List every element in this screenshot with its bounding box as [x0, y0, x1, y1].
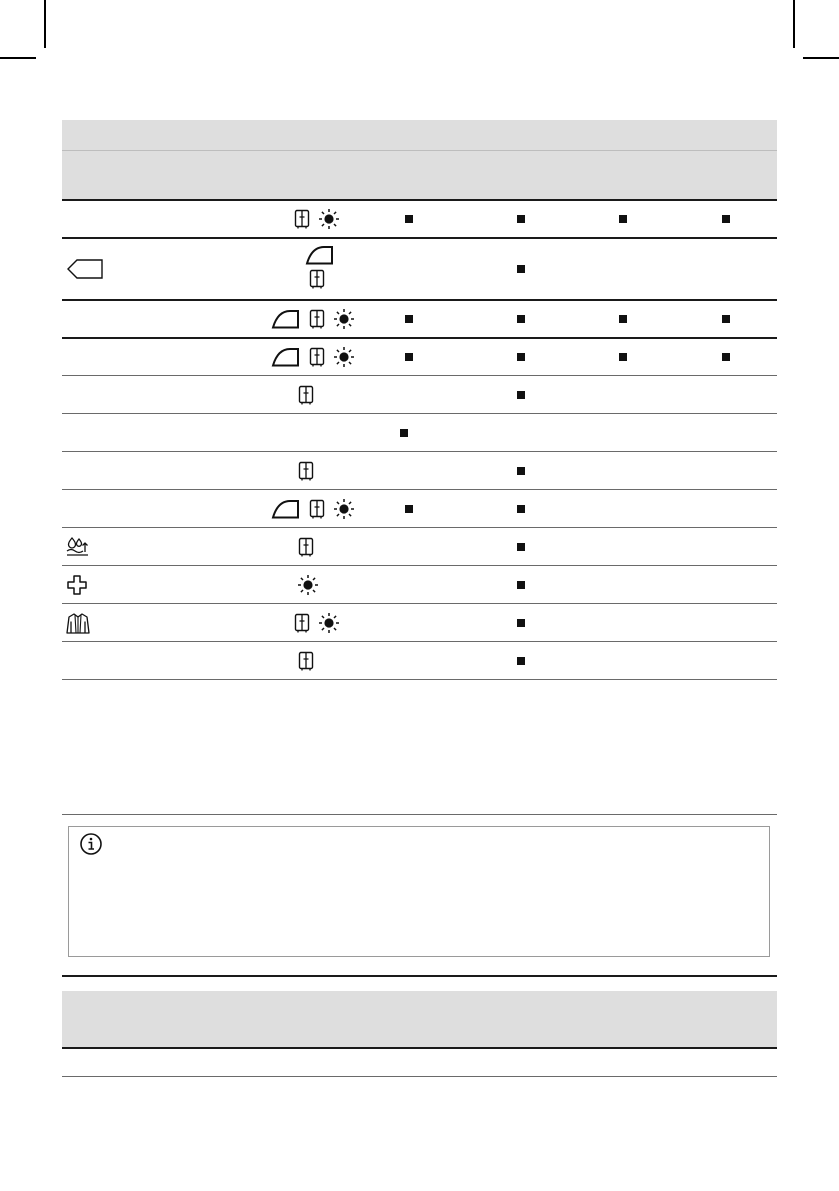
- iron-dry-icon: [271, 309, 301, 329]
- cupboard-dry-icon: [294, 613, 310, 633]
- availability-mark: [517, 619, 525, 627]
- availability-mark: [619, 215, 627, 223]
- availability-mark: [517, 505, 525, 513]
- table-row: [62, 300, 777, 338]
- availability-mark: [517, 315, 525, 323]
- bottom-table-header: [62, 991, 777, 1047]
- bottom-table-top-rule: [62, 975, 777, 977]
- availability-mark: [517, 353, 525, 361]
- availability-mark: [400, 429, 408, 437]
- table-row: [62, 376, 777, 414]
- hygiene-cross-icon: [66, 574, 88, 596]
- availability-mark: [722, 315, 730, 323]
- info-top-rule: [62, 814, 777, 815]
- availability-mark: [517, 391, 525, 399]
- extra-dry-icon: [333, 308, 355, 330]
- cupboard-dry-icon: [309, 347, 325, 367]
- crop-mark-right-vertical: [793, 0, 795, 48]
- table-row: [62, 604, 777, 642]
- steam-refresh-icon: [66, 536, 90, 558]
- availability-mark: [722, 215, 730, 223]
- table-row: [62, 528, 777, 566]
- table-row: [62, 490, 777, 528]
- table-row: [62, 642, 777, 680]
- cupboard-dry-icon: [309, 269, 325, 289]
- cupboard-dry-icon: [298, 651, 314, 671]
- availability-mark: [722, 353, 730, 361]
- bottom-table: [62, 975, 777, 1085]
- availability-mark: [405, 505, 413, 513]
- availability-mark: [517, 543, 525, 551]
- bottom-table-row-rule: [62, 1076, 777, 1077]
- label-tag-icon: [66, 258, 104, 280]
- bottom-table-header-rule: [62, 1047, 777, 1049]
- availability-mark: [517, 581, 525, 589]
- cupboard-dry-icon: [298, 537, 314, 557]
- availability-mark: [619, 315, 627, 323]
- table-row: [62, 338, 777, 376]
- row-divider: [62, 679, 777, 680]
- table-row: [62, 566, 777, 604]
- iron-dry-icon: [271, 347, 301, 367]
- availability-mark: [517, 467, 525, 475]
- extra-dry-icon: [318, 612, 340, 634]
- availability-mark: [405, 315, 413, 323]
- crop-mark-right-horizontal: [803, 57, 839, 59]
- iron-dry-icon: [305, 245, 335, 265]
- cupboard-dry-icon: [309, 499, 325, 519]
- cupboard-dry-icon: [298, 461, 314, 481]
- iron-dry-icon: [271, 499, 301, 519]
- table-header-row-2: [62, 151, 777, 199]
- crop-mark-left-vertical: [44, 0, 46, 48]
- availability-mark: [517, 657, 525, 665]
- cupboard-dry-icon: [298, 385, 314, 405]
- table-row: [62, 200, 777, 238]
- availability-mark: [405, 215, 413, 223]
- extra-dry-icon: [318, 208, 340, 230]
- availability-mark: [517, 265, 525, 273]
- availability-mark: [517, 215, 525, 223]
- availability-mark: [619, 353, 627, 361]
- table-row: [62, 238, 777, 300]
- extra-dry-icon: [297, 574, 319, 596]
- table-header-row-1: [62, 120, 777, 150]
- jacket-icon: [66, 612, 90, 636]
- extra-dry-icon: [333, 346, 355, 368]
- cupboard-dry-icon: [294, 209, 310, 229]
- availability-mark: [405, 353, 413, 361]
- crop-mark-left-horizontal: [0, 57, 36, 59]
- info-box: [68, 826, 770, 957]
- cupboard-dry-icon: [309, 309, 325, 329]
- program-options-table: [62, 0, 777, 700]
- table-row: [62, 452, 777, 490]
- extra-dry-icon: [333, 498, 355, 520]
- table-row: [62, 414, 777, 452]
- info-icon: [79, 832, 103, 856]
